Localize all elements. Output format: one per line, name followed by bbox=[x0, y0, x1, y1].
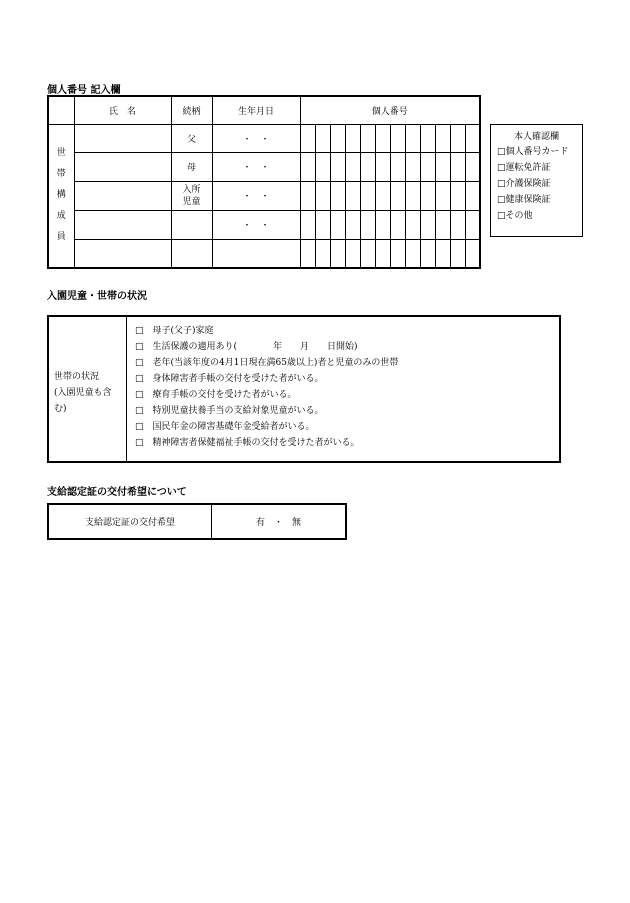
name-field[interactable] bbox=[74, 152, 171, 181]
header-birthdate: 生年月日 bbox=[212, 96, 300, 124]
number-digit-field[interactable] bbox=[315, 181, 330, 210]
number-digit-field[interactable] bbox=[405, 210, 420, 239]
birthdate-field[interactable]: ・ ・ bbox=[212, 181, 300, 210]
number-digit-field[interactable] bbox=[420, 181, 435, 210]
number-digit-field[interactable] bbox=[315, 152, 330, 181]
number-digit-field[interactable] bbox=[465, 181, 480, 210]
number-digit-field[interactable] bbox=[330, 181, 345, 210]
number-digit-field[interactable] bbox=[390, 181, 405, 210]
number-digit-field[interactable] bbox=[435, 124, 450, 152]
status-option-mental-disability[interactable]: □ 精神障害者保健福祉手帳の交付を受けた者がいる。 bbox=[135, 438, 360, 448]
number-digit-field[interactable] bbox=[330, 210, 345, 239]
household-status-title: 入園児童・世帯の状況 bbox=[47, 291, 147, 302]
number-digit-field[interactable] bbox=[315, 239, 330, 268]
id-option-drivers-license[interactable]: □運転免許証 bbox=[497, 163, 551, 173]
household-status-label-cell bbox=[49, 317, 127, 461]
status-option-welfare[interactable]: □ 生活保護の適用あり( 年 月 日開始) bbox=[135, 342, 358, 352]
number-digit-field[interactable] bbox=[300, 124, 315, 152]
household-status-label: 世帯の状況 (入園児童も含む) bbox=[54, 372, 112, 414]
name-field[interactable] bbox=[74, 124, 171, 152]
id-option-mynumber-card[interactable]: □個人番号カード bbox=[497, 147, 569, 157]
number-digit-field[interactable] bbox=[405, 124, 420, 152]
number-digit-field[interactable] bbox=[375, 210, 390, 239]
number-digit-field[interactable] bbox=[345, 210, 360, 239]
number-digit-field[interactable] bbox=[315, 210, 330, 239]
number-digit-field[interactable] bbox=[375, 181, 390, 210]
status-option-special-child-allowance[interactable]: □ 特別児童扶養手当の支給対象児童がいる。 bbox=[135, 406, 324, 416]
number-digit-field[interactable] bbox=[465, 210, 480, 239]
number-digit-field[interactable] bbox=[390, 239, 405, 268]
birthdate-field[interactable]: ・ ・ bbox=[212, 152, 300, 181]
certificate-box bbox=[47, 503, 347, 540]
number-digit-field[interactable] bbox=[300, 210, 315, 239]
number-digit-field[interactable] bbox=[405, 181, 420, 210]
number-digit-field[interactable] bbox=[435, 210, 450, 239]
household-status-list bbox=[135, 323, 398, 451]
number-digit-field[interactable] bbox=[450, 210, 465, 239]
household-status-box bbox=[47, 315, 561, 463]
relation-cell: 母 bbox=[171, 152, 212, 181]
header-name: 氏 名 bbox=[74, 96, 171, 124]
header-individual-number: 個人番号 bbox=[300, 96, 480, 124]
corner-cell bbox=[48, 96, 74, 124]
number-digit-field[interactable] bbox=[330, 152, 345, 181]
number-digit-field[interactable] bbox=[375, 124, 390, 152]
relation-cell bbox=[171, 181, 212, 210]
number-digit-field[interactable] bbox=[450, 239, 465, 268]
number-digit-field[interactable] bbox=[390, 124, 405, 152]
table-row bbox=[48, 152, 480, 181]
number-digit-field[interactable] bbox=[390, 210, 405, 239]
relation-field[interactable] bbox=[171, 210, 212, 239]
number-digit-field[interactable] bbox=[450, 152, 465, 181]
certificate-label: 支給認定証の交付希望 bbox=[49, 505, 212, 538]
number-digit-field[interactable] bbox=[300, 181, 315, 210]
number-digit-field[interactable] bbox=[450, 124, 465, 152]
number-digit-field[interactable] bbox=[420, 124, 435, 152]
status-option-elderly[interactable]: □ 老年(当該年度の4月1日現在満65歳以上)者と児童のみの世帯 bbox=[135, 358, 399, 368]
member-table-header-row bbox=[48, 96, 480, 124]
number-digit-field[interactable] bbox=[360, 124, 375, 152]
number-digit-field[interactable] bbox=[300, 152, 315, 181]
number-digit-field[interactable] bbox=[345, 124, 360, 152]
number-digit-field[interactable] bbox=[345, 181, 360, 210]
member-entry-title: 個人番号 記入欄 bbox=[47, 85, 121, 96]
number-digit-field[interactable] bbox=[375, 239, 390, 268]
household-member-side-label bbox=[48, 124, 74, 268]
relation-cell: 父 bbox=[171, 124, 212, 152]
status-option-physical-disability[interactable]: □ 身体障害者手帳の交付を受けた者がいる。 bbox=[135, 374, 324, 384]
birthdate-field[interactable]: ・ ・ bbox=[212, 124, 300, 152]
birthdate-field[interactable] bbox=[212, 239, 300, 268]
number-digit-field[interactable] bbox=[465, 124, 480, 152]
side-label-text: 世 帯 構 成 員 bbox=[56, 148, 66, 243]
number-digit-field[interactable] bbox=[330, 239, 345, 268]
number-digit-field[interactable] bbox=[360, 152, 375, 181]
status-option-rehabilitation-handbook[interactable]: □ 療育手帳の交付を受けた者がいる。 bbox=[135, 390, 297, 400]
number-digit-field[interactable] bbox=[360, 210, 375, 239]
number-digit-field[interactable] bbox=[465, 239, 480, 268]
number-digit-field[interactable] bbox=[345, 152, 360, 181]
table-row bbox=[48, 181, 480, 210]
number-digit-field[interactable] bbox=[435, 181, 450, 210]
number-digit-field[interactable] bbox=[405, 239, 420, 268]
number-digit-field[interactable] bbox=[435, 239, 450, 268]
table-row bbox=[48, 210, 480, 239]
number-digit-field[interactable] bbox=[375, 152, 390, 181]
id-confirmation-title: 本人確認欄 bbox=[513, 132, 559, 142]
name-field[interactable] bbox=[74, 210, 171, 239]
number-digit-field[interactable] bbox=[420, 210, 435, 239]
number-digit-field[interactable] bbox=[390, 152, 405, 181]
number-digit-field[interactable] bbox=[420, 239, 435, 268]
number-digit-field[interactable] bbox=[360, 239, 375, 268]
number-digit-field[interactable] bbox=[435, 152, 450, 181]
number-digit-field[interactable] bbox=[465, 152, 480, 181]
name-field[interactable] bbox=[74, 239, 171, 268]
id-option-health-insurance[interactable]: □健康保険証 bbox=[497, 195, 551, 205]
certificate-yes-no-choice[interactable]: 有 ・ 無 bbox=[255, 518, 301, 528]
number-digit-field[interactable] bbox=[450, 181, 465, 210]
number-digit-field[interactable] bbox=[315, 124, 330, 152]
number-digit-field[interactable] bbox=[330, 124, 345, 152]
number-digit-field[interactable] bbox=[345, 239, 360, 268]
status-option-disability-pension[interactable]: □ 国民年金の障害基礎年金受給者がいる。 bbox=[135, 422, 315, 432]
name-field[interactable] bbox=[74, 181, 171, 210]
birthdate-field[interactable]: ・ ・ bbox=[212, 210, 300, 239]
relation-text: 入所 児童 bbox=[182, 184, 201, 207]
id-confirmation-box bbox=[490, 124, 583, 237]
table-row bbox=[48, 239, 480, 268]
certificate-title: 支給認定証の交付希望について bbox=[47, 487, 187, 498]
table-row bbox=[48, 124, 480, 152]
id-option-other[interactable]: □その他 bbox=[497, 211, 533, 221]
id-option-care-insurance[interactable]: □介護保険証 bbox=[497, 179, 551, 189]
number-digit-field[interactable] bbox=[360, 181, 375, 210]
household-member-table bbox=[47, 95, 481, 269]
relation-field[interactable] bbox=[171, 239, 212, 268]
number-digit-field[interactable] bbox=[420, 152, 435, 181]
header-relation: 続柄 bbox=[171, 96, 212, 124]
number-digit-field[interactable] bbox=[405, 152, 420, 181]
number-digit-field[interactable] bbox=[300, 239, 315, 268]
status-option-single-parent[interactable]: □ 母子(父子)家庭 bbox=[135, 326, 214, 336]
